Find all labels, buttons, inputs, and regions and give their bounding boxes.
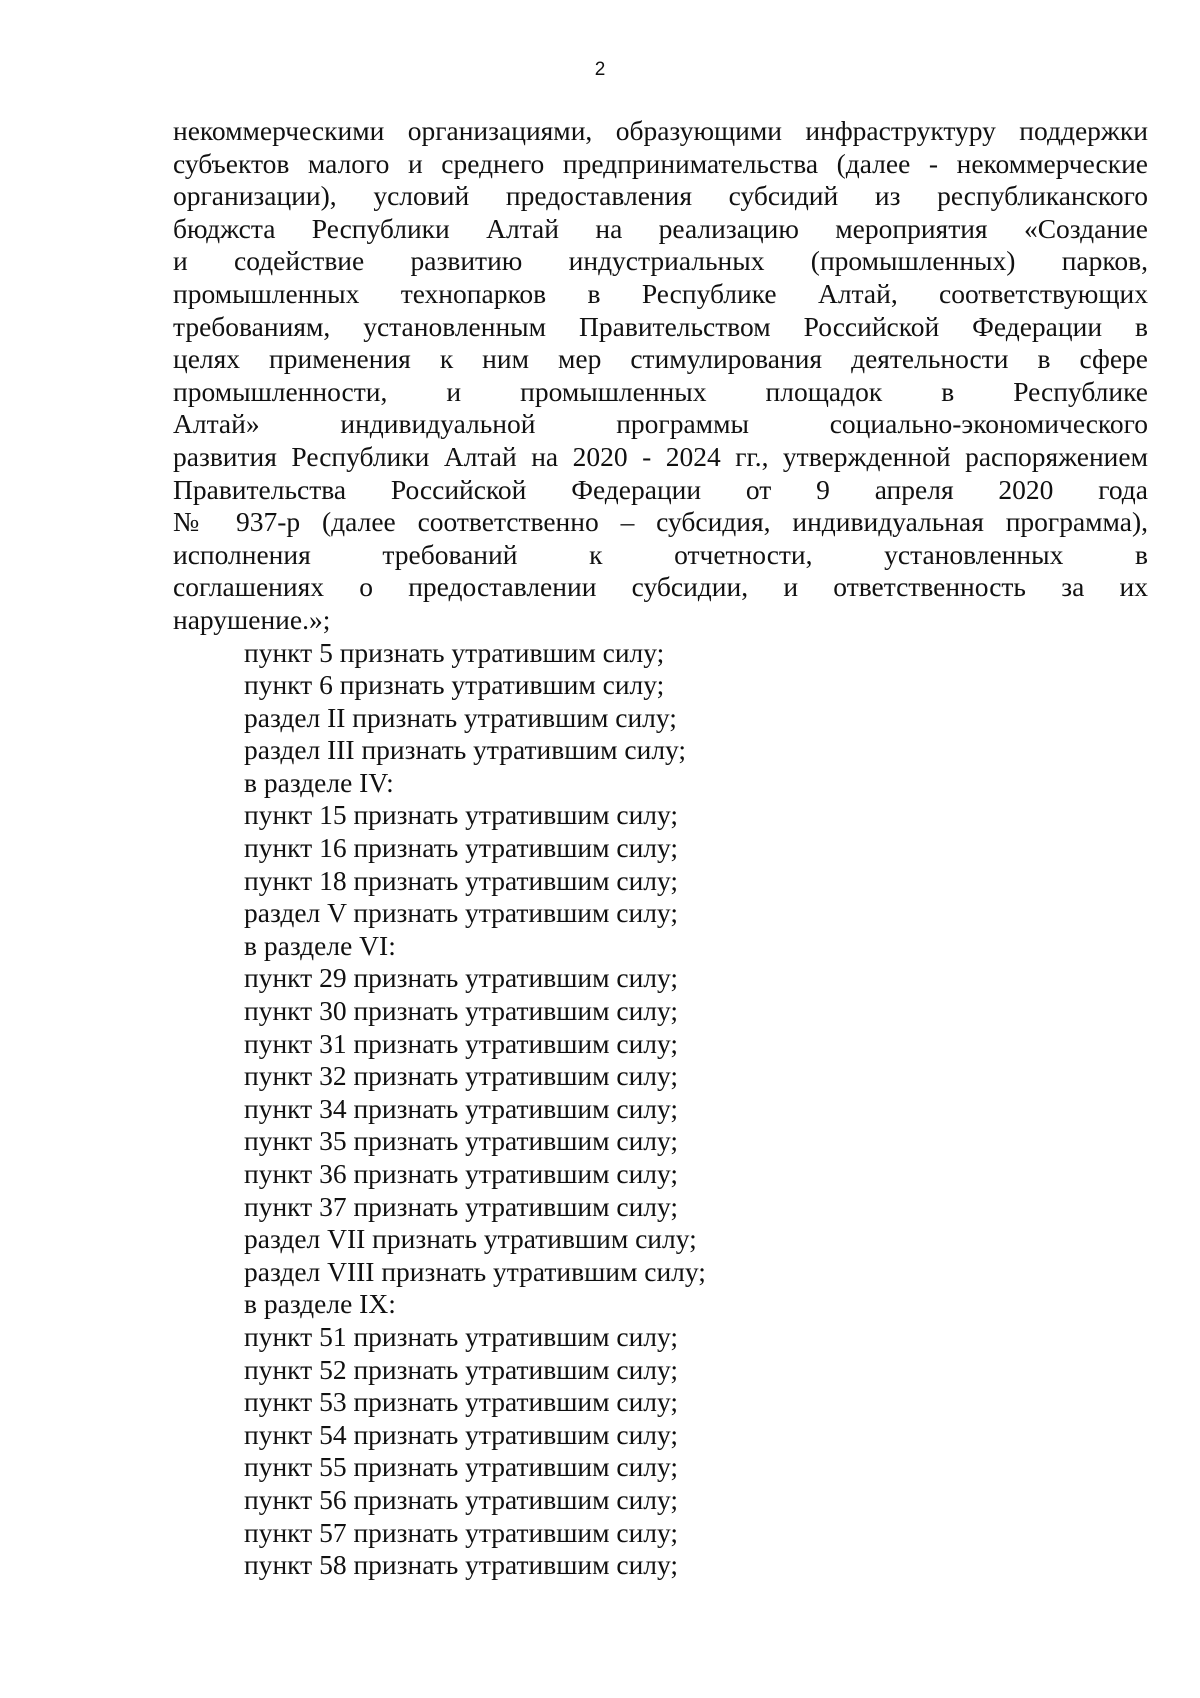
list-item: пункт 54 признать утратившим силу; (244, 1418, 679, 1450)
list-item: пункт 37 признать утратившим силу; (244, 1190, 679, 1222)
amendment-list (173, 637, 1148, 1582)
list-item: пункт 36 признать утратившим силу; (244, 1158, 679, 1189)
list-item: пункт 32 признать утратившим силу; (244, 1060, 679, 1092)
paragraph-line: № 937-р (далее соответственно – субсидия, индивидуальная программа), (173, 506, 1148, 538)
paragraph-line: бюджста Республики Алтай на реализацию мероприятия «Создание (173, 212, 1148, 244)
list-item: пункт 34 признать утратившим силу; (244, 1092, 679, 1124)
paragraph-line: требованиям, установленным Правительством Российской Федерации в (173, 310, 1148, 342)
list-item: пункт 5 признать утратившим силу; (244, 636, 665, 668)
list-item: пункт 35 признать утратившим силу; (244, 1125, 679, 1157)
paragraph-line: исполнения требований к отчетности, установленных в (173, 538, 1148, 570)
list-item: пункт 16 признать утратившим силу; (244, 832, 679, 864)
list-item: раздел III признать утратившим силу; (244, 734, 687, 766)
paragraph-line: развития Республики Алтай на 2020 - 2024 гг., утвержденной распоряжением (173, 440, 1148, 472)
paragraph-line: промышленности, и промышленных площадок в Республике (173, 375, 1148, 407)
list-item: пункт 30 признать утратившим силу; (244, 995, 679, 1027)
list-item: пункт 29 признать утратившим силу; (244, 962, 679, 994)
list-item: пункт 53 признать утратившим силу; (244, 1386, 679, 1418)
list-item: пункт 31 признать утратившим силу; (244, 1027, 679, 1059)
paragraph-line: Правительства Российской Федерации от 9 апреля 2020 года (173, 473, 1148, 505)
list-item: в разделе IV: (244, 766, 394, 798)
list-item: пункт 56 признать утратившим силу; (244, 1483, 679, 1515)
list-item: раздел V признать утратившим силу; (244, 897, 678, 929)
list-item: пункт 55 признать утратившим силу; (244, 1451, 679, 1483)
list-item: в разделе VI: (244, 929, 396, 961)
list-item: пункт 57 признать утратившим силу; (244, 1516, 679, 1548)
list-item: раздел VIII признать утратившим силу; (244, 1255, 706, 1287)
paragraph (173, 115, 1148, 637)
paragraph-line: целях применения к ним мер стимулирования деятельности в сфере (173, 343, 1148, 375)
paragraph-line: соглашениях о предоставлении субсидии, и ответственность за их (173, 571, 1148, 603)
list-item: пункт 51 признать утратившим силу; (244, 1320, 679, 1352)
paragraph-line: промышленных технопарков в Республике Алтай, соответствующих (173, 277, 1148, 309)
page-number: 2 (594, 59, 606, 80)
list-item: пункт 15 признать утратившим силу; (244, 799, 679, 831)
list-item: раздел II признать утратившим силу; (244, 701, 677, 733)
paragraph-line: организации), условий предоставления субсидий из республиканского (173, 180, 1148, 212)
paragraph-line: и содействие развитию индустриальных (промышленных) парков, (173, 245, 1148, 277)
document-body (173, 115, 1148, 1582)
paragraph-line: некоммерческими организациями, образующими инфраструктуру поддержки (173, 115, 1148, 146)
list-item: пункт 18 признать утратившим силу; (244, 864, 679, 896)
paragraph-line: нарушение.»; (173, 603, 331, 635)
paragraph-line: субъектов малого и среднего предпринимательства (далее - некоммерческие (173, 147, 1148, 179)
list-item: пункт 6 признать утратившим силу; (244, 669, 665, 701)
list-item: раздел VII признать утратившим силу; (244, 1223, 697, 1255)
list-item: в разделе IX: (244, 1288, 396, 1320)
paragraph-line: Алтай» индивидуальной программы социально-экономического (173, 408, 1148, 440)
list-item: пункт 52 признать утратившим силу; (244, 1353, 679, 1385)
list-item: пункт 58 признать утратившим силу; (244, 1549, 679, 1581)
